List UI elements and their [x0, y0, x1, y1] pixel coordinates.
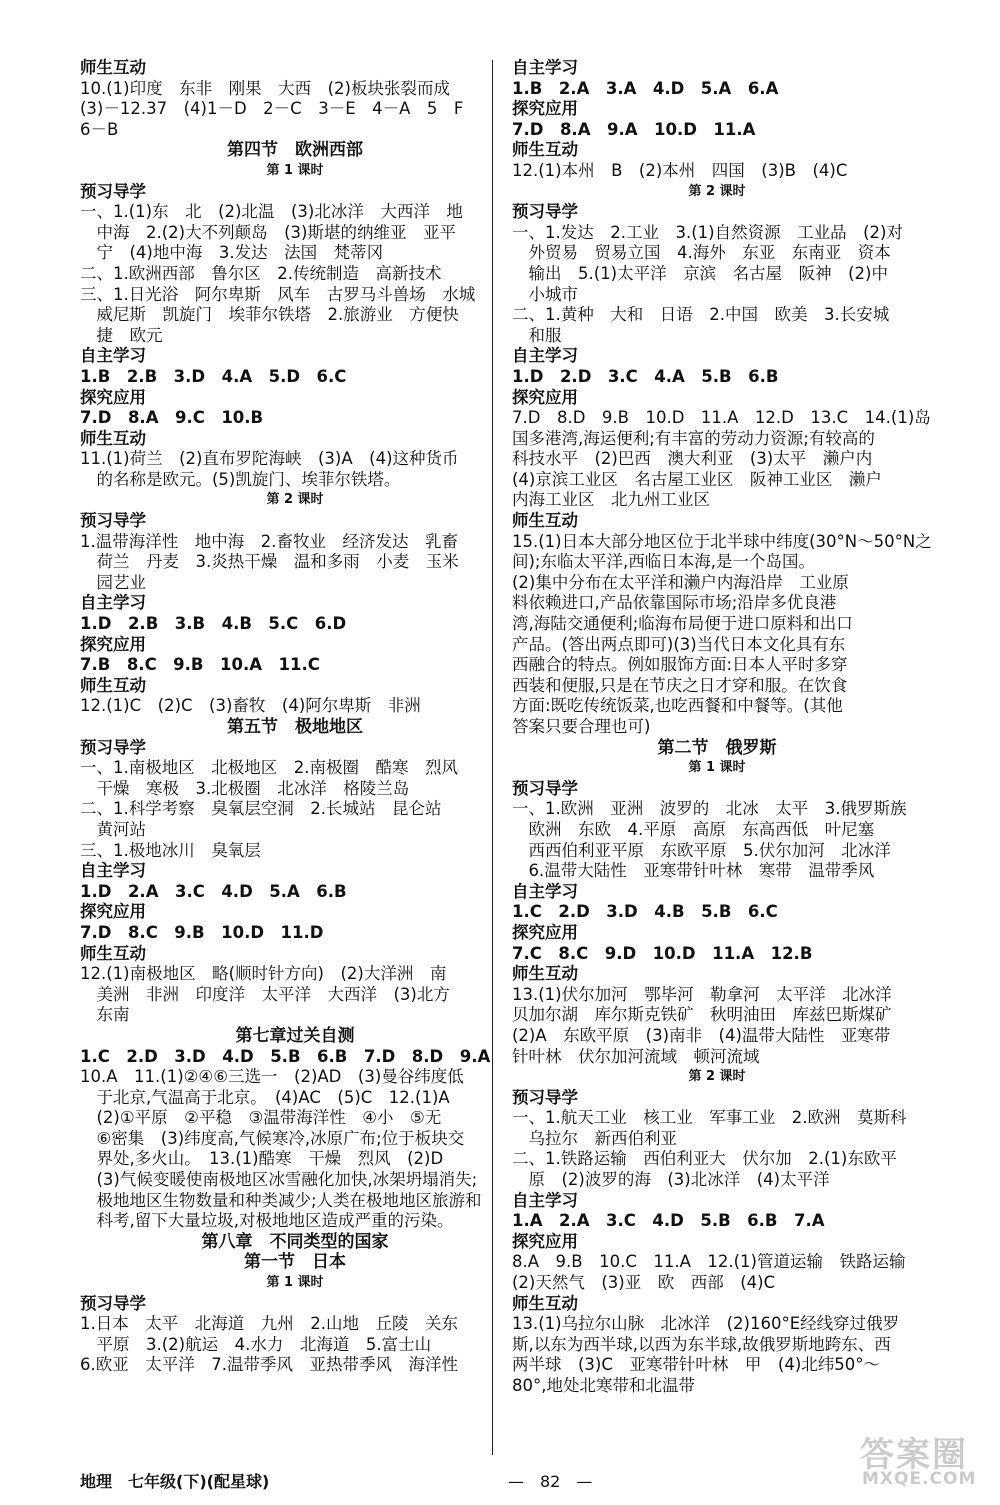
section-title: 第五节 极地地区 — [227, 717, 363, 737]
lesson-label: 第 1 课时 — [688, 760, 746, 776]
lesson-label: 第 2 课时 — [688, 1069, 746, 1085]
answer-line: (2)天然气 (3)亚 欧 西部 (4)C — [512, 1273, 776, 1293]
answer-line: ⑥密集 (3)纬度高,气候寒冷,冰原广布;位于板块交 — [80, 1128, 465, 1148]
section-heading: 探究应用 — [512, 922, 578, 942]
answer-line: 方面:既吃传统饭菜,也吃西餐和中餐等。(其他 — [512, 696, 843, 716]
section-title: 第一节 日本 — [244, 1252, 346, 1273]
answer-line: 极地地区生物数量和种类减少;人类在极地地区旅游和 — [80, 1190, 482, 1210]
answer-line: 二、1.黄种 大和 日语 2.中国 欧美 3.长安城 — [512, 305, 890, 325]
section-heading: 师生互动 — [512, 1293, 578, 1313]
section-heading: 自主学习 — [512, 1190, 578, 1210]
answer-line: 中海 2.(2)大不列颠岛 (3)斯堪的纳维亚 亚平 — [80, 222, 456, 242]
answer-line: 13.(1)乌拉尔山脉 北冰洋 (2)160°E经线穿过俄罗 — [512, 1314, 900, 1334]
answer-line: 答案只要合理也可) — [512, 717, 651, 736]
page-number: — 82 — — [508, 1472, 593, 1491]
section-heading: 1.C 2.D 3.D 4.B 5.B 6.C — [512, 902, 778, 922]
watermark-logo — [850, 1427, 990, 1497]
answer-line: (2)集中分布在太平洋和濑户内海沿岸 工业原 — [512, 572, 849, 592]
answer-line: (3)气候变暖使南极地区冰雪融化加快,冰架坍塌消失; — [80, 1170, 478, 1190]
section-heading: 探究应用 — [80, 387, 146, 407]
answer-line: 斯,以东为西半球,以西为东半球,故俄罗斯地跨东、西 — [512, 1334, 891, 1354]
watermark-text: 答案圈 — [860, 1435, 968, 1475]
section-heading: 师生互动 — [512, 140, 578, 160]
answer-line: 1.温带海洋性 地中海 2.畜牧业 经济发达 乳畜 — [80, 531, 458, 551]
section-title: 第七章过关自测 — [235, 1025, 355, 1046]
answer-line: 针叶林 伏尔加河流域 顿河流域 — [512, 1046, 760, 1066]
answer-line: 外贸易 贸易立国 4.海外 东亚 东南亚 资本 — [512, 243, 891, 263]
section-heading: 探究应用 — [80, 634, 146, 654]
answer-line: 黄河站 — [80, 819, 146, 839]
answer-line: (2)A 东欧平原 (3)南非 (4)温带大陆性 亚寒带 — [512, 1025, 891, 1045]
section-heading: 自主学习 — [80, 593, 146, 613]
answer-line: 7.D 8.D 9.B 10.D 11.A 12.D 13.C 14.(1)岛 — [512, 408, 931, 428]
answer-line: 二、1.科学考察 臭氧层空洞 2.长城站 昆仑站 — [80, 799, 442, 819]
answer-line: 一、1.(1)东 北 (2)北温 (3)北冰洋 大西洋 地 — [80, 202, 463, 222]
section-heading: 师生互动 — [80, 943, 146, 963]
section-heading: 7.D 8.C 9.B 10.D 11.D — [80, 922, 324, 942]
answer-line: 三、1.日光浴 阿尔卑斯 风车 古罗马斗兽场 水城 — [80, 284, 476, 304]
section-heading: 师生互动 — [512, 511, 578, 531]
answer-line: 欧洲 东欧 4.平原 高原 东高西低 叶尼塞 — [512, 819, 875, 839]
lesson-label: 第 2 课时 — [688, 183, 746, 199]
answer-line: 12.(1)C (2)C (3)畜牧 (4)阿尔卑斯 非洲 — [80, 696, 421, 716]
answer-line: 二、1.欧洲西部 鲁尔区 2.传统制造 高新技术 — [80, 263, 442, 283]
section-title: 第四节 欧洲西部 — [227, 140, 363, 161]
answer-line: 两半球 (3)C 亚寒带针叶林 甲 (4)北纬50°～ — [512, 1355, 881, 1375]
answer-line: 13.(1)伏尔加河 鄂毕河 勒拿河 太平洋 北冰洋 — [512, 984, 892, 1004]
answer-line: 小城市 — [512, 284, 578, 304]
answer-line: 10.(1)印度 东非 刚果 大西 (2)板块张裂而成 — [80, 78, 450, 98]
answer-line: 宁 (4)地中海 3.发达 法国 梵蒂冈 — [80, 243, 384, 263]
section-heading: 预习导学 — [80, 1293, 146, 1313]
answer-line: 15.(1)日本大部分地区位于北半球中纬度(30°N～50°N之 — [512, 531, 932, 551]
section-heading: 预习导学 — [80, 511, 146, 531]
answer-line: 西融合的特点。例如服饰方面:日本人平时多穿 — [512, 655, 848, 675]
answer-line: 一、1.南极地区 北极地区 2.南极圈 酷寒 烈风 — [80, 758, 458, 778]
answer-line: 产品。(答出两点即可)(3)当代日本文化具有东 — [512, 634, 846, 654]
section-heading: 自主学习 — [80, 861, 146, 881]
section-heading: 预习导学 — [512, 202, 578, 222]
section-heading: 7.B 8.C 9.B 10.A 11.C — [80, 655, 320, 675]
answer-line: 东南 — [80, 1005, 130, 1025]
lesson-label: 第 1 课时 — [266, 1275, 324, 1291]
section-heading: 自主学习 — [512, 58, 578, 77]
answer-line: 平原 3.(2)航运 4.水力 北海道 5.富士山 — [80, 1334, 432, 1354]
answer-line: 6.温带大陆性 亚寒带针叶林 寒带 温带季风 — [512, 861, 875, 881]
answer-line: 间);东临太平洋,西临日本海,是一个岛国。 — [512, 552, 815, 572]
section-heading: 7.D 8.A 9.A 10.D 11.A — [512, 119, 756, 139]
answer-line: 科技水平 (2)巴西 澳大利亚 (3)太平 濑户内 — [512, 449, 873, 469]
watermark-url: MXQE.COM — [862, 1469, 977, 1489]
answer-line: 于北京,气温高于北京。 (4)AC (5)C 12.(1)A — [80, 1087, 450, 1107]
section-heading: 1.D 2.A 3.C 4.D 5.A 6.B — [80, 881, 347, 901]
answer-line: 11.(1)荷兰 (2)直布罗陀海峡 (3)A (4)这种货币 — [80, 449, 459, 469]
section-heading: 1.A 2.A 3.C 4.D 5.B 6.B 7.A — [512, 1211, 825, 1231]
answer-line: 威尼斯 凯旋门 埃菲尔铁塔 2.旅游业 方便快 — [80, 305, 459, 325]
section-heading: 师生互动 — [80, 428, 146, 448]
section-heading: 7.C 8.C 9.D 10.D 11.A 12.B — [512, 943, 813, 963]
section-heading: 预习导学 — [512, 1087, 578, 1107]
answer-line: 12.(1)本州 B (2)本州 四国 (3)B (4)C — [512, 160, 848, 180]
section-heading: 1.D 2.B 3.B 4.B 5.C 6.D — [80, 614, 347, 634]
right-column — [512, 58, 932, 1397]
answer-line: 园艺业 — [80, 572, 146, 592]
answer-line: 捷 欧元 — [80, 325, 163, 345]
page-footer — [80, 1469, 940, 1493]
lesson-label: 第 1 课时 — [266, 162, 324, 178]
answer-line: 乌拉尔 新西伯利亚 — [512, 1128, 677, 1148]
answer-line: 国多港湾,海运便利;有丰富的劳动力资源;有较高的 — [512, 428, 875, 448]
answer-line: 一、1.发达 2.工业 3.(1)自然资源 工业品 (2)对 — [512, 222, 903, 242]
answer-line: 西装和便服,只是在节庆之日才穿和服。在饮食 — [512, 675, 848, 695]
answer-line: 料依赖进口,产品依靠国际市场;沿岸多优良港 — [512, 593, 837, 613]
section-heading: 预习导学 — [80, 181, 146, 201]
answer-line: 6.欧亚 太平洋 7.温带季风 亚热带季风 海洋性 — [80, 1355, 458, 1375]
answer-line: 三、1.极地冰川 臭氧层 — [80, 840, 261, 860]
section-heading: 自主学习 — [512, 881, 578, 901]
answer-line: 10.A 11.(1)②④⑥三选一 (2)AD (3)曼谷纬度低 — [80, 1067, 464, 1087]
answer-line: (3)－12.37 (4)1－D 2－C 3－E 4－A 5 F — [80, 99, 464, 119]
footer-subject: 地理 七年级(下)(配星球) — [80, 1472, 270, 1491]
answer-line: (4)京滨工业区 名古屋工业区 阪神工业区 濑户 — [512, 469, 882, 489]
answer-line: 12.(1)南极地区 略(顺时针方向) (2)大洋洲 南 — [80, 964, 447, 984]
answer-line: 的名称是欧元。(5)凯旋门、埃菲尔铁塔。 — [80, 469, 401, 489]
section-heading: 自主学习 — [80, 346, 146, 366]
answer-line: 8.A 9.B 10.C 11.A 12.(1)管道运输 铁路运输 — [512, 1252, 906, 1272]
answer-line: 西西伯利亚平原 东欧平原 5.伏尔加河 北冰洋 — [512, 840, 891, 860]
answer-line: 干燥 寒极 3.北极圈 北冰洋 格陵兰岛 — [80, 778, 410, 798]
answer-line: 贝加尔湖 库尔斯克铁矿 秋明油田 库兹巴斯煤矿 — [512, 1005, 892, 1025]
answer-line: 科考,留下大量垃圾,对极地地区造成严重的污染。 — [80, 1211, 454, 1231]
section-heading: 师生互动 — [512, 964, 578, 984]
section-heading: 探究应用 — [512, 1231, 578, 1251]
answer-line: 原 (2)波罗的海 (3)北冰洋 (4)太平洋 — [512, 1170, 830, 1190]
answer-line: 1.日本 太平 北海道 九州 2.山地 丘陵 关东 — [80, 1314, 458, 1334]
section-heading: 探究应用 — [80, 902, 146, 922]
section-heading: 自主学习 — [512, 346, 578, 366]
answer-line: 输出 5.(1)太平洋 京滨 名古屋 阪神 (2)中 — [512, 263, 888, 283]
answer-line: 和服 — [512, 325, 562, 345]
answer-line: 80°,地处北寒带和北温带 — [512, 1376, 695, 1395]
answer-line: 一、1.欧洲 亚洲 波罗的 北冰 太平 3.俄罗斯族 — [512, 799, 907, 819]
section-heading: 师生互动 — [80, 675, 146, 695]
answer-line: 6－B — [80, 119, 119, 139]
answer-line: 湾,海陆交通便利;临海布局便于进口原料和出口 — [512, 614, 853, 634]
section-title: 第二节 俄罗斯 — [657, 737, 777, 758]
answer-line: 荷兰 丹麦 3.炎热干燥 温和多雨 小麦 玉米 — [80, 552, 459, 572]
answer-line: 二、1.铁路运输 西伯利亚大 伏尔加 2.(1)东欧平 — [512, 1149, 897, 1169]
section-heading: 1.C 2.D 3.D 4.D 5.B 6.B 7.D 8.D 9.A — [80, 1046, 491, 1066]
answer-line: 一、1.航天工业 核工业 军事工业 2.欧洲 莫斯科 — [512, 1108, 907, 1128]
section-heading: 1.D 2.D 3.C 4.A 5.B 6.B — [512, 366, 779, 386]
section-heading: 预习导学 — [512, 778, 578, 798]
answer-line: 界处,多火山。 13.(1)酷寒 干燥 烈风 (2)D — [80, 1149, 444, 1169]
section-heading: 探究应用 — [512, 99, 578, 119]
section-title: 第八章 不同类型的国家 — [201, 1231, 389, 1252]
section-heading: 探究应用 — [512, 387, 578, 407]
section-heading: 1.B 2.A 3.A 4.D 5.A 6.A — [512, 78, 779, 98]
section-heading: 师生互动 — [80, 58, 146, 77]
left-column — [80, 58, 510, 1376]
answer-line: 美洲 非洲 印度洋 太平洋 大西洋 (3)北方 — [80, 984, 450, 1004]
answer-line: 内海工业区 北九州工业区 — [512, 490, 710, 510]
section-heading: 1.B 2.B 3.D 4.A 5.D 6.C — [80, 366, 347, 386]
section-heading: 预习导学 — [80, 737, 146, 757]
answer-line: (2)①平原 ②平稳 ③温带海洋性 ④小 ⑤无 — [80, 1108, 442, 1128]
section-heading: 7.D 8.A 9.C 10.B — [80, 408, 264, 428]
lesson-label: 第 2 课时 — [266, 492, 324, 508]
